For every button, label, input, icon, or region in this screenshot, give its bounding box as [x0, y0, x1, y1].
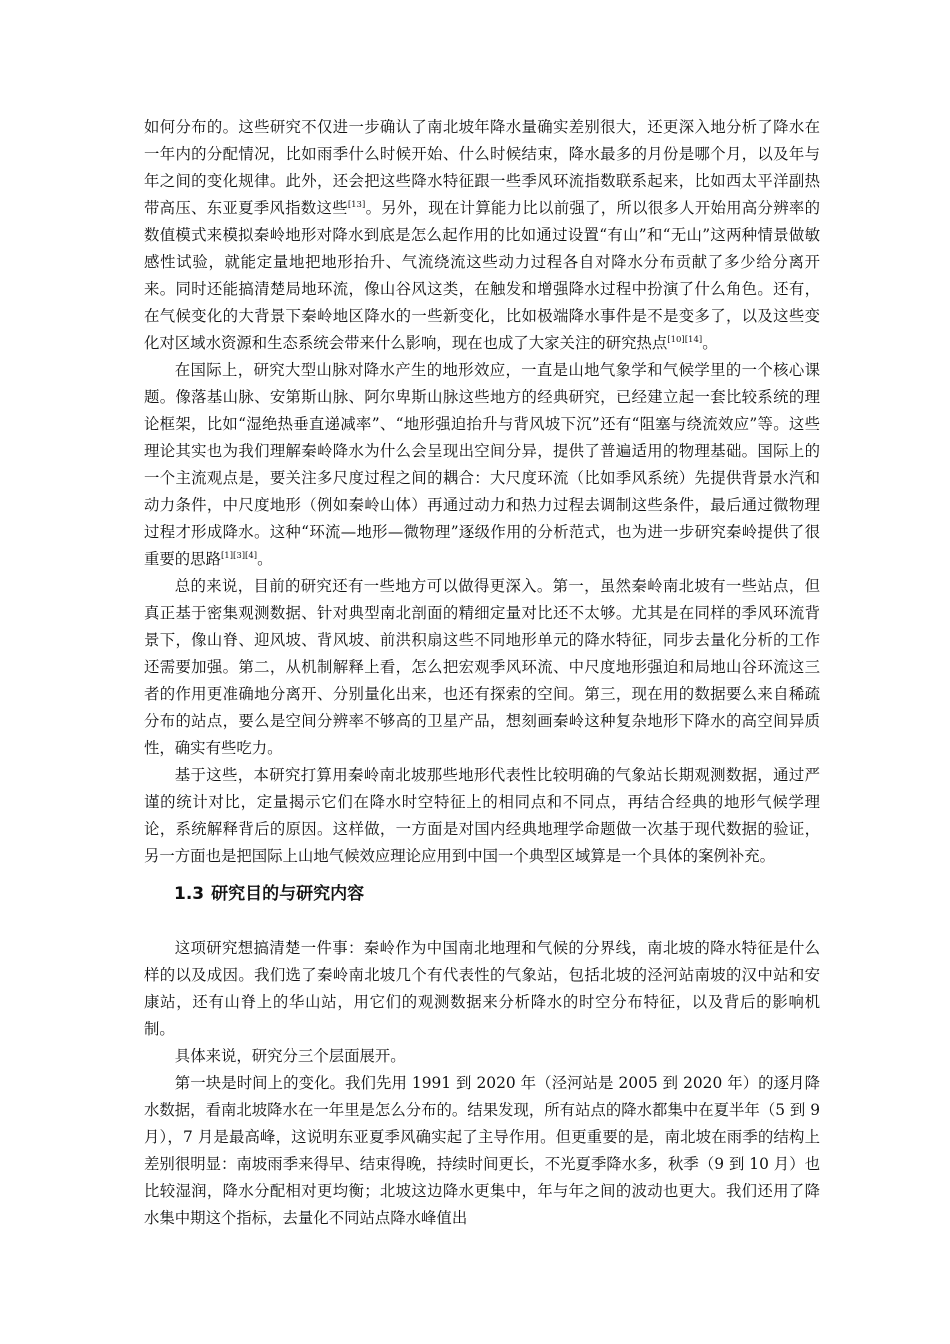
paragraph-text: 。另外，现在计算能力比以前强了，所以很多人开始用高分辨率的数值模式来模拟秦岭地形对降水到底是怎么起作用的比如通过设置“有山”和“无山”这两种情景做敏感性试验，就能定量地把地形抬升、气流绕流这些动力过程各自对降水分布贡献了多少给分离开来。同时还能搞清楚局地环流，像山谷风这类，在触发和增强降水过程中扮演了什么角色。还有，在气候变化的大背景下秦岭地区降水的一些新变化，比如极端降水事件是不是变多了，以及这些变化对区域水资源和生态系统会带来什么影响，现在也成了大家关注的研究热点 — [144, 199, 820, 352]
section-heading — [174, 880, 820, 908]
paragraph — [144, 762, 820, 870]
body-text-after-section — [144, 935, 820, 1232]
citation-reference: [13] — [347, 199, 366, 210]
section-title: 研究目的与研究内容 — [211, 884, 365, 904]
paragraph — [144, 114, 820, 357]
citation-reference: [10][14] — [667, 334, 703, 345]
paragraph — [144, 357, 820, 573]
paragraph-text: 这项研究想搞清楚一件事：秦岭作为中国南北地理和气候的分界线，南北坡的降水特征是什么样的以及成因。我们选了秦岭南北坡几个有代表性的气象站，包括北坡的泾河站南坡的汉中站和安康站，还有山脊上的华山站，用它们的观测数据来分析降水的时空分布特征，以及背后的影响机制。 — [144, 939, 820, 1038]
paragraph-text: 如何分布的。这些研究不仅进一步确认了南北坡年降水量确实差别很大，还更深入地分析了降水在一年内的分配情况，比如雨季什么时候开始、什么时候结束，降水最多的月份是哪个月，以及年与年之间的变化规律。此外，还会把这些降水特征跟一些季风环流指数联系起来，比如西太平洋副热带高压、东亚夏季风指数这些 — [144, 118, 820, 217]
paragraph — [144, 1070, 820, 1232]
paragraph-text: 。 — [702, 334, 718, 352]
body-text-before-section — [144, 114, 820, 870]
paragraph — [144, 935, 820, 1043]
paragraph-text: 基于这些，本研究打算用秦岭南北坡那些地形代表性比较明确的气象站长期观测数据，通过严谨的统计对比，定量揭示它们在降水时空特征上的相同点和不同点，再结合经典的地形气候学理论，系统解释背后的原因。这样做，一方面是对国内经典地理学命题做一次基于现代数据的验证，另一方面也是把国际上山地气候效应理论应用到中国一个典型区域算是一个具体的案例补充。 — [144, 766, 820, 865]
paragraph — [144, 1043, 820, 1070]
section-number: 1.3 — [174, 884, 205, 904]
paragraph-text: 第一块是时间上的变化。我们先用 1991 到 2020 年（泾河站是 2005 到 2020 年）的逐月降水数据，看南北坡降水在一年里是怎么分布的。结果发现，所有站点的降水都集中在夏半年（5 到 9 月），7 月是最高峰，这说明东亚夏季风确实起了主导作用。但更重要的是，南北坡在雨季的结构上差别很明显：南坡雨季来得早、结束得晚，持续时间更长，不光夏季降水多，秋季（9 到 10 月）也比较湿润，降水分配相对更均衡；北坡这边降水更集中，年与年之间的波动也更大。我们还用了降水集中期这个指标，去量化不同站点降水峰值出 — [144, 1074, 820, 1227]
citation-reference: [1][3][4] — [220, 550, 258, 561]
paragraph-text: 。 — [257, 550, 273, 568]
paragraph-text: 在国际上，研究大型山脉对降水产生的地形效应，一直是山地气象学和气候学里的一个核心课题。像落基山脉、安第斯山脉、阿尔卑斯山脉这些地方的经典研究，已经建立起一套比较系统的理论框架，比如“湿绝热垂直递减率”、“地形强迫抬升与背风坡下沉”还有“阻塞与绕流效应”等。这些理论其实也为我们理解秦岭降水为什么会呈现出空间分异，提供了普遍适用的物理基础。国际上的一个主流观点是，要关注多尺度过程之间的耦合：大尺度环流（比如季风系统）先提供背景水汽和动力条件，中尺度地形（例如秦岭山体）再通过动力和热力过程去调制这些条件，最后通过微物理过程才形成降水。这种“环流—地形—微物理”逐级作用的分析范式，也为进一步研究秦岭提供了很重要的思路 — [144, 361, 820, 568]
paragraph-text: 总的来说，目前的研究还有一些地方可以做得更深入。第一，虽然秦岭南北坡有一些站点，但真正基于密集观测数据、针对典型南北剖面的精细定量对比还不太够。尤其是在同样的季风环流背景下，像山脊、迎风坡、背风坡、前洪积扇这些不同地形单元的降水特征，同步去量化分析的工作还需要加强。第二，从机制解释上看，怎么把宏观季风环流、中尺度地形强迫和局地山谷环流这三者的作用更准确地分离开、分别量化出来，也还有探索的空间。第三，现在用的数据要么来自稀疏分布的站点，要么是空间分辨率不够高的卫星产品，想刻画秦岭这种复杂地形下降水的高空间异质性，确实有些吃力。 — [144, 577, 820, 757]
paragraph-text: 具体来说，研究分三个层面展开。 — [174, 1047, 406, 1065]
paragraph — [144, 573, 820, 762]
